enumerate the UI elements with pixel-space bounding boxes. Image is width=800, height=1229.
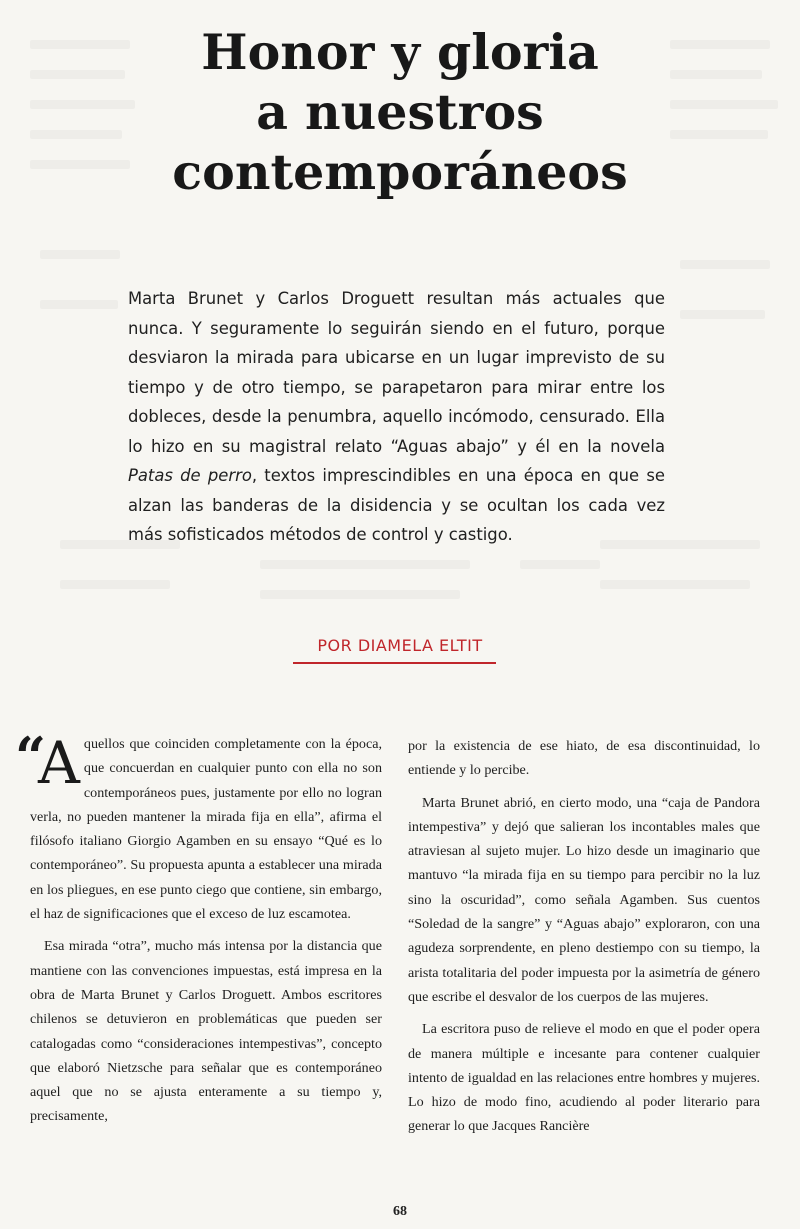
lead-text-part-2: , textos imprescindibles en una época en que se alzan las banderas de la disidencia y se ocultan los cada vez más sofisticados métodos de control y castigo. [128,466,665,544]
article-title [0,22,800,202]
title-line-3: contemporáneos [172,143,628,201]
byline-underline [293,662,496,664]
opening-quote-mark: “ [15,725,47,789]
dropcap-letter: A [38,729,80,797]
lead-italic-title: Patas de perro [128,466,252,485]
body-column-right [408,734,760,1139]
lead-text-part-1: Marta Brunet y Carlos Droguett resultan más actuales que nunca. Y seguramente lo seguirán siendo en el futuro, porque desviaron la mirada para ubicarse en un lugar imprevisto de su tiempo y de otro tiempo, se parapetaron para mirar entre los dobleces, desde la penumbra, aquello incómodo, censurado. Ella lo hizo en su magistral relato “Aguas abajo” y él en la novela [128,289,665,456]
page-number: 68 [393,1204,407,1219]
body-paragraph-1-text: quellos que coinciden completamente con la época, que concuerdan en cualquier punto con ella no son contemporáneos pues, justamente por ello no logran verla, no pueden mantener la mirada fija en ella”, afirma el filósofo italiano Giorgio Agamben en su ensayo “Qué es lo contemporáneo”. Su propuesta apunta a establecer una mirada en los pliegues, en ese punto ciego que contiene, sin embargo, el haz de significaciones que el exceso de luz escamotea. [30,736,382,923]
title-line-2: a nuestros [256,83,544,141]
body-paragraph-4: Marta Brunet abrió, en cierto modo, una “caja de Pandora intempestiva” y dejó que salieran los incontables males que atraviesan al sujeto mujer. Lo hizo desde un imaginario que mantuvo “la mirada fija en su tiempo para percibir no la luz sino la oscuridad”, como señala Agamben. Sus cuentos “Soledad de la sangre” y “Aguas abajo” exploraron, con una agudeza sorprendente, en pleno destiempo con su tiempo, la arista totalitaria del poder impuesta por la asimetría de género que escribe el desvalor de los cuerpos de las mujeres. [408,794,760,1005]
lead-paragraph [128,284,665,550]
body-column-left [15,725,382,1129]
byline: POR DIAMELA ELTIT [317,636,483,655]
body-paragraph-2: Esa mirada “otra”, mucho más intensa por la distancia que mantiene con las convenciones impuestas, está impresa en la obra de Marta Brunet y Carlos Droguett. Ambos escritores chilenos se detuvieron en problemáticas que pueden ser catalogadas como “consideraciones intempestivas”, concepto que elaboró Nietzsche para señalar que es contemporáneo aquel que no se ajusta enteramente a su tiempo y, precisamente, [30,938,382,1125]
body-paragraph-1 [15,725,382,926]
body-paragraph-5: La escritora puso de relieve el modo en que el poder opera de manera múltiple e incesante para contener cualquier intento de igualdad en las relaciones entre hombres y mujeres. Lo hizo de modo fino, acudiendo al poder literario para generar lo que Jacques Rancière [408,1021,760,1135]
title-line-1: Honor y gloria [201,23,599,81]
body-paragraph-3: por la existencia de ese hiato, de esa discontinuidad, lo entiende y lo percibe. [408,738,760,779]
